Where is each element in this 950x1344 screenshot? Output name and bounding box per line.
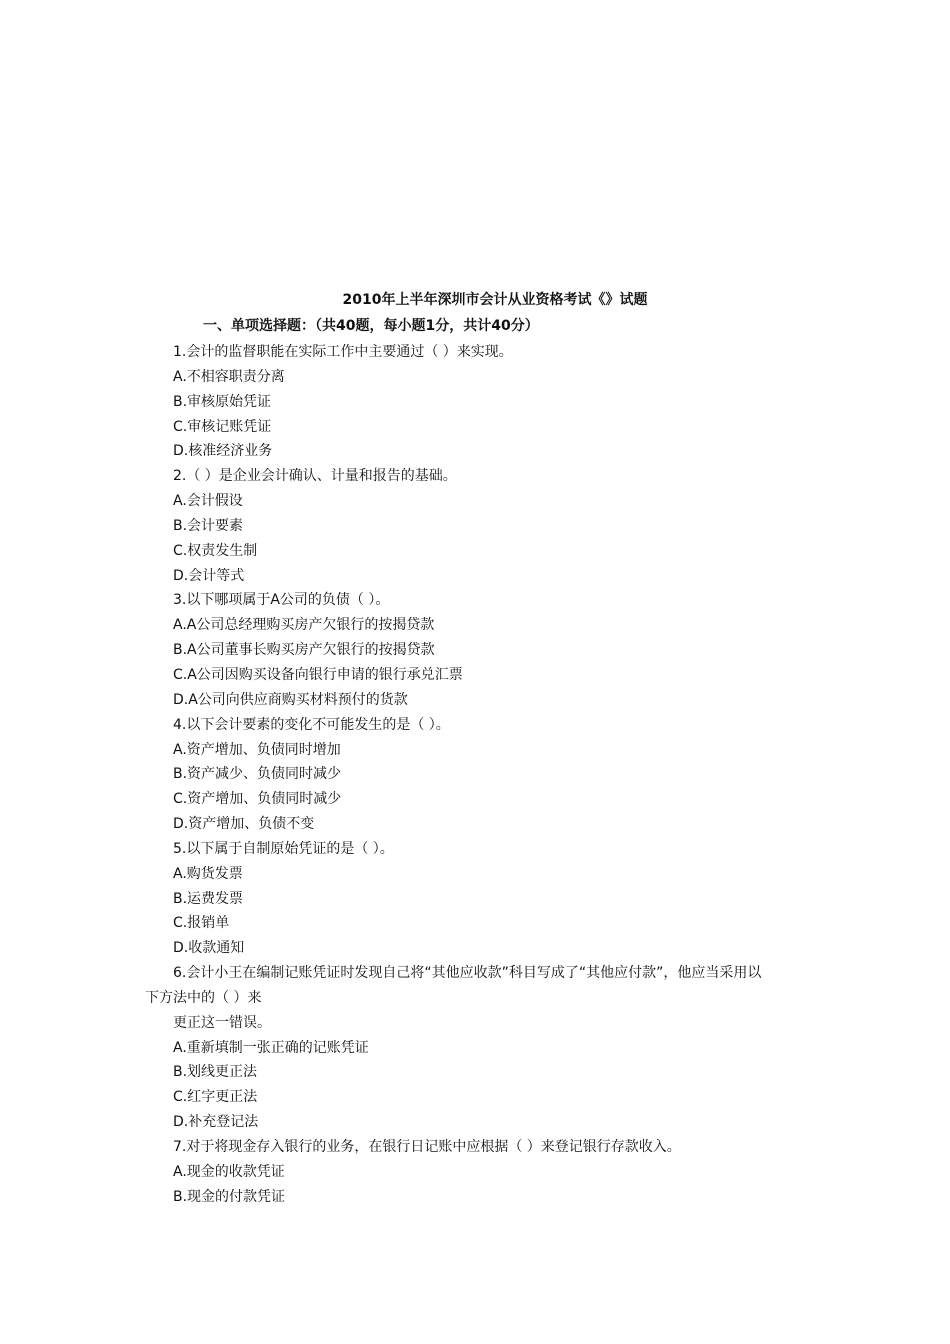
question-text: 5.以下属于自制原始凭证的是（ ）。 <box>173 840 394 857</box>
question-text: 7.对于将现金存入银行的业务，在银行日记账中应根据（ ）来登记银行存款收入。 <box>173 1139 681 1155</box>
question-continuation: 下方法中的（ ）来 <box>145 989 262 1006</box>
answer-option: D.补充登记法 <box>173 1114 259 1131</box>
answer-option: A.购货发票 <box>173 865 243 882</box>
answer-option: B.会计要素 <box>173 517 244 534</box>
answer-option: C.审核记账凭证 <box>173 418 272 435</box>
question-list <box>0 340 950 1210</box>
answer-option: B.资产减少、负债同时减少 <box>173 766 342 783</box>
question-text: 6.会计小王在编制记账凭证时发现自己将“其他应收款”科目写成了“其他应付款”，他应当采用以 <box>173 965 762 982</box>
question-text: 2.（ ）是企业会计确认、计量和报告的基础。 <box>173 468 457 485</box>
answer-option: D.A公司向供应商购买材料预付的货款 <box>173 691 408 708</box>
answer-option: C.资产增加、负债同时减少 <box>173 791 342 808</box>
answer-option: B.划线更正法 <box>173 1064 258 1081</box>
answer-option: D.收款通知 <box>173 940 245 957</box>
question-text: 4.以下会计要素的变化不可能发生的是（ ）。 <box>173 716 450 733</box>
answer-option: D.核准经济业务 <box>173 443 273 460</box>
answer-option: B.运费发票 <box>173 890 244 907</box>
answer-option: A.现金的收款凭证 <box>173 1163 285 1180</box>
answer-option: C.权责发生制 <box>173 542 258 559</box>
answer-option: C.A公司因购买设备向银行申请的银行承兑汇票 <box>173 666 463 683</box>
answer-option: B.现金的付款凭证 <box>173 1188 286 1205</box>
section-heading: 一、单项选择题：（共40题，每小题1分，共计40分） <box>203 318 539 334</box>
document-title: 2010年上半年深圳市会计从业资格考试《》试题 <box>342 292 648 308</box>
answer-option: A.重新填制一张正确的记账凭证 <box>173 1039 369 1056</box>
answer-option: C.红字更正法 <box>173 1089 258 1106</box>
answer-option: C.报销单 <box>173 915 230 932</box>
question-continuation: 更正这一错误。 <box>173 1014 271 1031</box>
answer-option: B.A公司董事长购买房产欠银行的按揭贷款 <box>173 642 435 659</box>
answer-option: D.会计等式 <box>173 567 245 584</box>
question-text: 1.会计的监督职能在实际工作中主要通过（ ）来实现。 <box>173 344 513 360</box>
answer-option: D.资产增加、负债不变 <box>173 816 315 833</box>
answer-option: B.审核原始凭证 <box>173 393 272 410</box>
answer-option: A.A公司总经理购买房产欠银行的按揭贷款 <box>173 617 435 634</box>
question-text: 3.以下哪项属于A公司的负债（ ）。 <box>173 592 390 609</box>
answer-option: A.会计假设 <box>173 493 243 510</box>
answer-option: A.不相容职责分离 <box>173 368 285 385</box>
answer-option: A.资产增加、负债同时增加 <box>173 741 341 758</box>
